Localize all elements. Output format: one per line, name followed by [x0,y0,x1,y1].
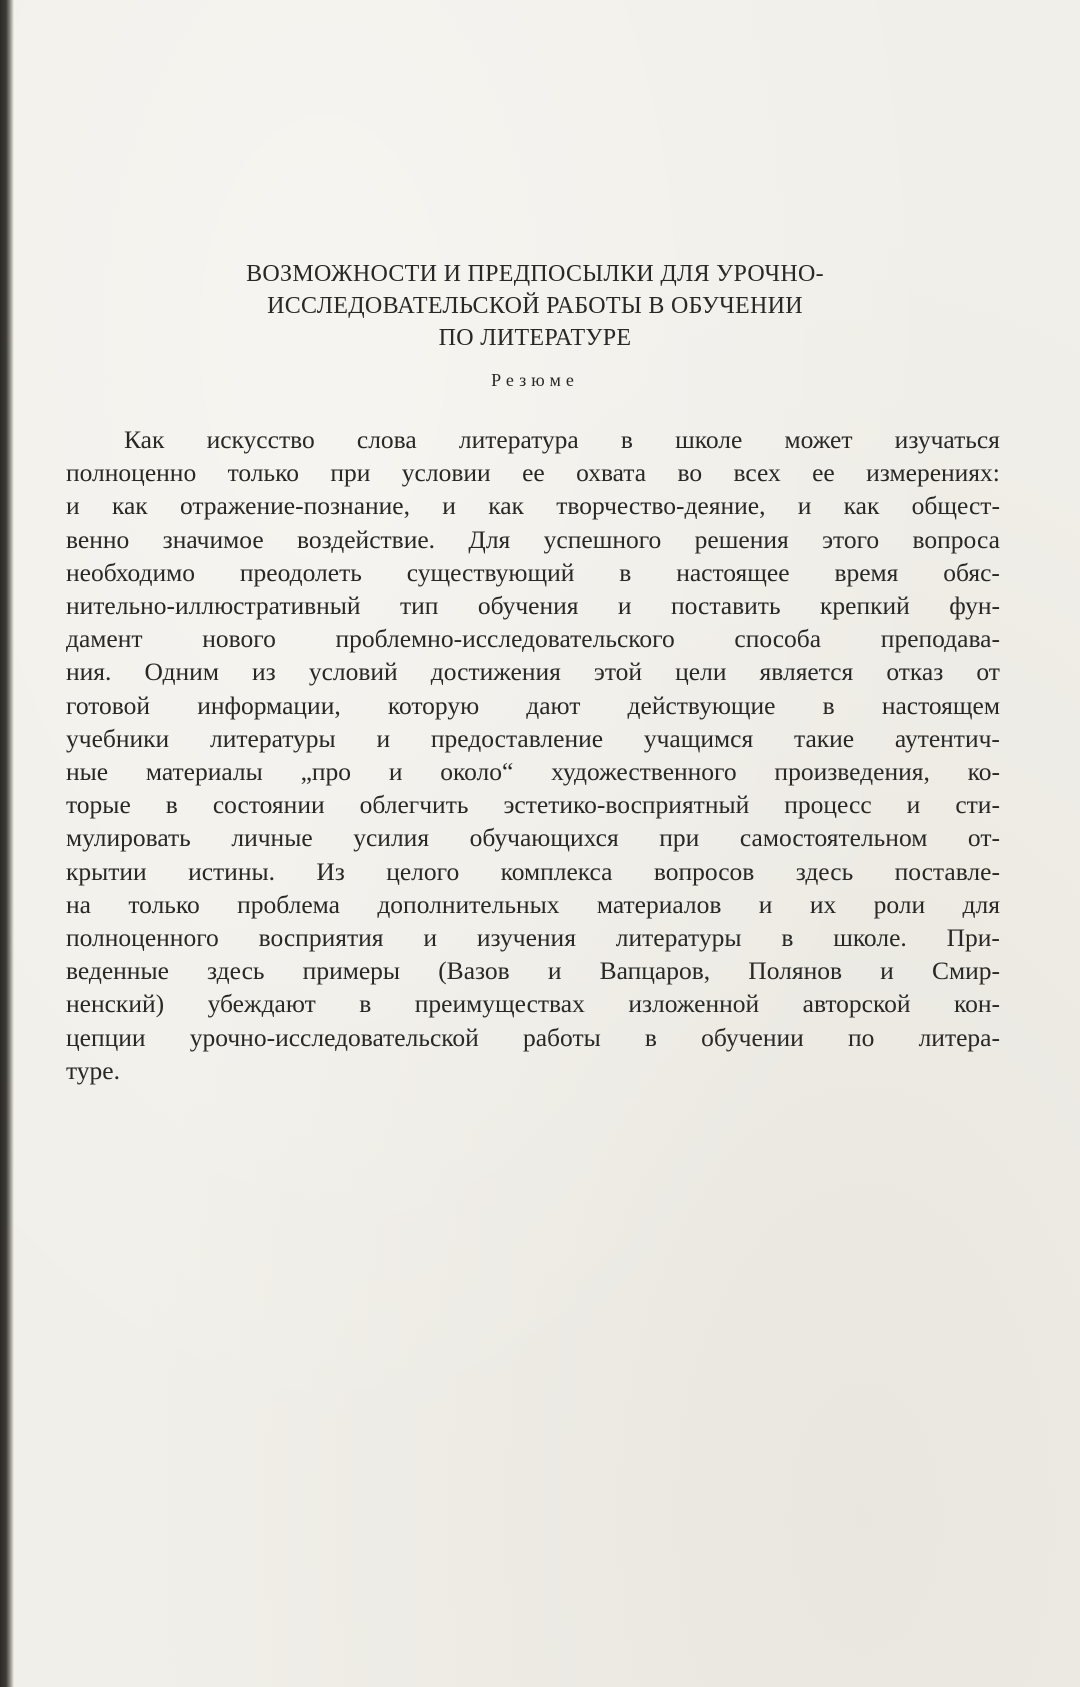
word: от [976,657,1000,687]
word: как [111,491,148,521]
word: личные [231,823,313,853]
word: дополнительных [377,889,560,919]
word: литературы [209,723,336,753]
word: облегчить [359,790,469,820]
word: цепции [66,1022,146,1052]
word: самостоятельном [739,823,928,853]
paragraph-line [66,855,1000,888]
word: Из [316,856,345,886]
word: обяс- [943,557,1000,587]
word: и [880,956,894,986]
word: преподава- [880,624,1000,654]
paragraph-line [66,689,1000,722]
word: ее [812,458,835,488]
paragraph-line [66,788,1000,821]
word: Одним [144,657,219,687]
word: „про [300,757,352,787]
word: в [620,425,633,454]
word: на [66,889,91,919]
word: ния. [66,657,112,687]
paragraph-line [66,954,1000,987]
word: и [66,491,80,521]
word: в [619,557,632,587]
paragraph-line [66,1021,1000,1054]
word: решения [694,524,789,554]
word: учащимся [643,723,754,753]
paragraph-line [66,423,1000,456]
word: Как [124,425,165,454]
word: может [784,425,853,454]
word: литературы [615,923,742,953]
word: убеждают [207,989,316,1019]
word: туре. [66,1055,121,1085]
word: сти- [955,790,1000,820]
title-line: ИССЛЕДОВАТЕЛЬСКОЙ РАБОТЫ В ОБУЧЕНИИ [267,293,803,319]
word: урочно-исследовательской [189,1022,479,1052]
word: здесь [207,956,265,986]
word: литература [458,425,579,454]
word: эстетико-восприятный [503,790,750,820]
word: и [797,491,812,521]
paragraph-line [66,755,1000,788]
paragraph-line [66,987,1000,1020]
word: литера- [918,1022,1000,1052]
paragraph-line [66,921,1000,954]
summary-paragraph [66,423,1000,1087]
paragraph-line [66,489,1000,522]
word: преодолеть [239,557,362,587]
word: усилия [353,823,430,853]
word: обучения [477,591,579,621]
word: вопроса [912,524,1000,554]
word: измерениях: [866,458,1000,488]
word: общест- [911,491,1000,521]
word: целого [386,856,460,886]
word: в [822,690,835,720]
word: для [962,889,1000,919]
word: слова [356,425,417,454]
word: предоставление [430,723,604,753]
word: информации, [197,690,341,720]
word: этого [822,524,880,554]
paragraph-line [66,722,1000,755]
word: произведения, [774,757,930,787]
word: во [677,458,703,488]
word: ее [522,458,545,488]
word: как [843,491,880,521]
word: тип [400,591,439,621]
word: творчество-деяние, [556,491,766,521]
word: охвата [576,458,647,488]
word: ные [66,757,109,787]
word: полноценно [66,458,197,488]
paragraph-line [66,888,1000,921]
word: состоянии [212,790,325,820]
word: по [847,1022,875,1052]
word: комплекса [500,856,613,886]
word: проблема [237,889,340,919]
word: такие [794,723,855,753]
word: При- [946,923,1000,953]
word: работы [522,1022,601,1052]
title-line: ВОЗМОЖНОСТИ И ПРЕДПОСЫЛКИ ДЛЯ УРОЧНО- [246,261,824,287]
word: роли [873,889,926,919]
word: Вапцаров, [599,956,711,986]
word: является [759,657,854,687]
paragraph-line [66,821,1000,854]
word: изложенной [628,989,760,1019]
word: кон- [953,989,1000,1019]
word: поставле- [894,856,1000,886]
word: готовой [66,690,151,720]
word: воздействие. [297,524,436,554]
article-title [120,258,950,354]
word: художественного [551,757,737,787]
word: проблемно-исследовательского [335,624,675,654]
word: мулировать [66,823,191,853]
word: в [359,989,372,1019]
word: венно [66,524,130,554]
word: и [906,790,921,820]
word: обучении [701,1022,804,1052]
word: школе. [833,923,907,953]
paragraph-line [66,1054,1000,1087]
word: при [330,458,371,488]
word: материалов [596,889,722,919]
word: дают [526,690,581,720]
word: школе [675,425,743,454]
word: преимуществах [414,989,585,1019]
word: авторской [802,989,911,1019]
word: поставить [670,591,781,621]
word: отказ [886,657,944,687]
word: настоящее [676,557,790,587]
word: и [423,923,437,953]
word: существующий [406,557,575,587]
paragraph-line [66,589,1000,622]
word: дамент [66,624,143,654]
word: фун- [949,591,1000,621]
paragraph-line [66,523,1000,556]
word: изучения [476,923,576,953]
word: которую [387,690,480,720]
word: время [834,557,899,587]
word: искусство [206,425,315,454]
word: ко- [967,757,1000,787]
word: Для [468,524,511,554]
word: условии [401,458,491,488]
word: в [781,923,794,953]
word: (Вазов [438,956,510,986]
title-line: ПО ЛИТЕРАТУРЕ [438,325,632,351]
word: Полянов [748,956,843,986]
word: в [165,790,178,820]
paragraph-line [66,622,1000,655]
word: необходимо [66,557,196,587]
word: веденные [66,956,169,986]
paragraph-line [66,556,1000,589]
word: цели [675,657,727,687]
word: крепкий [819,591,910,621]
summary-heading: Резюме [491,370,579,390]
word: и [442,491,456,521]
word: примеры [302,956,401,986]
word: в [644,1022,657,1052]
word: аутентич- [894,723,1000,753]
word: от- [967,823,1000,853]
word: крытии [66,856,147,886]
word: учебники [66,723,170,753]
binding-edge [0,0,14,1687]
word: и [547,956,562,986]
word: всех [733,458,781,488]
word: изучаться [894,425,1000,454]
word: способа [734,624,822,654]
word: при [659,823,700,853]
word: вопросов [653,856,755,886]
word: действующие [627,690,776,720]
word: и [617,591,632,621]
word: материалы [145,757,263,787]
word: значимое [162,524,264,554]
word: только [227,458,299,488]
word: Смир- [931,956,1000,986]
word: нительно-иллюстративный [66,591,361,621]
word: нового [202,624,276,654]
word: как [488,491,524,521]
word: только [128,889,200,919]
word: полноценного [66,923,219,953]
word: обучающихся [469,823,619,853]
word: торые [66,790,131,820]
word: около“ [440,757,514,787]
word: ненский) [66,989,165,1019]
paragraph-line [66,456,1000,489]
word: здесь [795,856,854,886]
word: и [376,723,391,753]
word: и [758,889,773,919]
word: достижения [430,657,561,687]
word: процесс [784,790,872,820]
word: из [252,657,276,687]
word: восприятия [258,923,384,953]
word: настоящем [881,690,1000,720]
word: их [809,889,837,919]
word: истины. [188,856,275,886]
word: этой [593,657,643,687]
paragraph-line [66,655,1000,688]
word: отражение-познание, [179,491,410,521]
word: успешного [543,524,662,554]
word: условий [308,657,398,687]
word: и [388,757,403,787]
